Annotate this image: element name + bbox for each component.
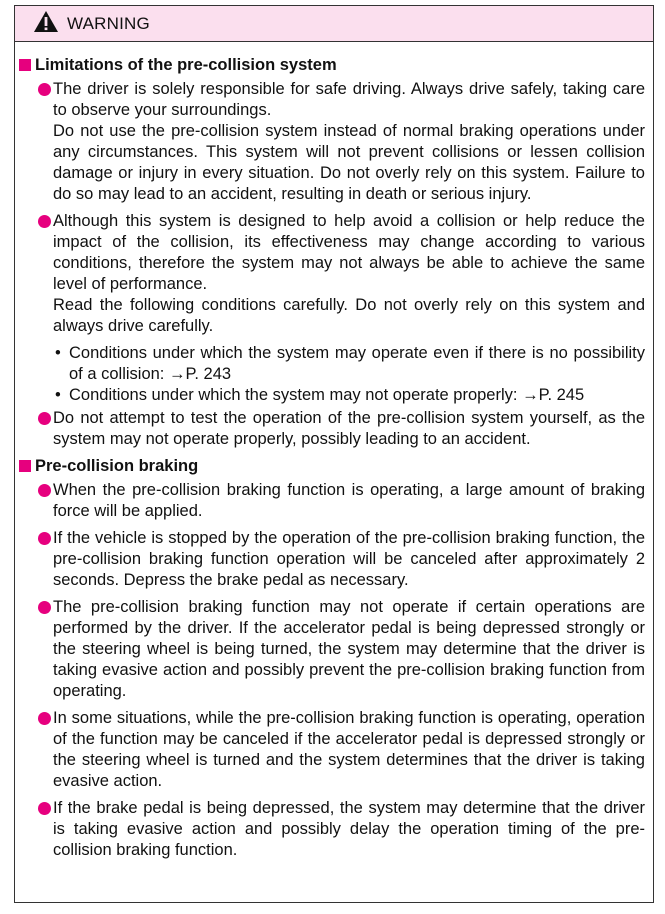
square-bullet-icon	[19, 460, 31, 472]
warning-header	[15, 6, 653, 42]
list-item: When the pre-collision braking function is operating, a large amount of braking force will be applied.	[19, 480, 645, 522]
list-item: The driver is solely responsible for safe driving. Always drive safely, taking care to observe your surroundings. Do not use the pre-collision system instead of normal braking operations under any circumstances. This system will not prevent collisions or lessen collision damage or injury in every situation. Do not overly rely on this system. Failure to do so may lead to an accident, resulting in death or serious injury.	[19, 79, 645, 205]
circle-bullet-icon	[38, 532, 51, 545]
list-item: Although this system is designed to help avoid a collision or help reduce the impact of the collision, its effectiveness may change according to various conditions, therefore the system may not always be able to achieve the same level of performance. Read the following conditions carefully. Do not overly rely on this system and always drive carefully.	[19, 211, 645, 337]
circle-bullet-icon	[38, 83, 51, 96]
circle-bullet-icon	[38, 601, 51, 614]
square-bullet-icon	[19, 59, 31, 71]
section-heading: Pre-collision braking	[19, 456, 645, 476]
list-item: The pre-collision braking function may not operate if certain operations are performed by the driver. If the accelerator pedal is being depressed strongly or the steering wheel is being turned, the system may determine that the driver is taking evasive action and possibly prevent the pre-collision braking function from operating.	[19, 597, 645, 702]
list-item: Do not attempt to test the operation of the pre-collision system yourself, as the system may not operate properly, possibly leading to an accident.	[19, 408, 645, 450]
warning-triangle-icon	[33, 10, 59, 38]
section-heading: Limitations of the pre-collision system	[19, 55, 645, 75]
circle-bullet-icon	[38, 484, 51, 497]
circle-bullet-icon	[38, 215, 51, 228]
warning-title: WARNING	[67, 13, 150, 33]
circle-bullet-icon	[38, 412, 51, 425]
sub-list-item: • Conditions under which the system may operate even if there is no possibility of a collision: →P. 243	[55, 344, 645, 383]
sub-list-item: • Conditions under which the system may not operate properly: →P. 245	[55, 386, 585, 404]
warning-content	[15, 42, 653, 861]
list-item: If the brake pedal is being depressed, the system may determine that the driver is taking evasive action and possibly delay the operation timing of the pre-collision braking function.	[19, 798, 645, 861]
warning-box	[14, 5, 654, 903]
list-item: In some situations, while the pre-collision braking function is operating, operation of the function may be canceled if the accelerator pedal is depressed strongly or the steering wheel is turned and the system determines that the driver is taking evasive action.	[19, 708, 645, 792]
circle-bullet-icon	[38, 712, 51, 725]
list-item: If the vehicle is stopped by the operation of the pre-collision braking function, the pre-collision braking function operation will be canceled after approximately 2 seconds. Depress the brake pedal as necessary.	[19, 528, 645, 591]
circle-bullet-icon	[38, 802, 51, 815]
